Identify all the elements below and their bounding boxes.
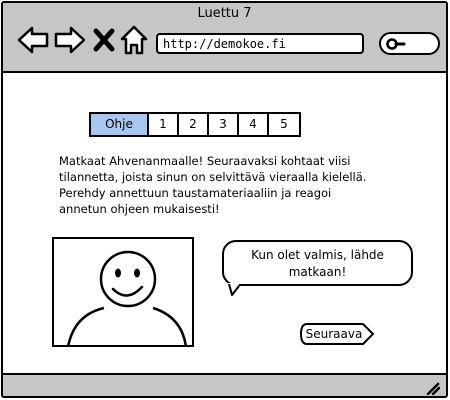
intro-line: Perehdy annettuun taustamateriaaliin ja reagoi bbox=[59, 186, 332, 200]
speech-bubble bbox=[222, 240, 413, 286]
next-button[interactable] bbox=[299, 322, 375, 346]
window-title: Luettu 7 bbox=[197, 6, 252, 21]
status-bar bbox=[3, 373, 446, 398]
smiley-person-icon bbox=[54, 239, 192, 345]
intro-line: tilannetta, joista sinun on selvittävä vieraalla kielellä. bbox=[59, 170, 367, 184]
close-icon[interactable] bbox=[93, 28, 115, 52]
intro-line: annetun ohjeen mukaisesti! bbox=[59, 202, 220, 216]
tab-5[interactable]: 5 bbox=[269, 114, 299, 135]
browser-window bbox=[1, 1, 448, 398]
tab-3[interactable]: 3 bbox=[209, 114, 239, 135]
speech-line: Kun olet valmis, lähde bbox=[251, 248, 384, 262]
page-content bbox=[3, 75, 446, 373]
tab-2[interactable]: 2 bbox=[179, 114, 209, 135]
resize-grip-icon[interactable] bbox=[426, 381, 440, 395]
back-arrow-icon[interactable] bbox=[16, 25, 50, 55]
address-bar[interactable]: http://demokoe.fi bbox=[156, 33, 364, 54]
tab-4[interactable]: 4 bbox=[239, 114, 269, 135]
home-icon[interactable] bbox=[120, 25, 148, 55]
intro-line: Matkaat Ahvenanmaalle! Seuraavaksi kohtaat viisi bbox=[59, 154, 351, 168]
step-tabs bbox=[89, 112, 301, 137]
search-field[interactable] bbox=[379, 32, 440, 55]
next-button-label: Seuraava bbox=[305, 327, 363, 341]
intro-text bbox=[59, 153, 389, 217]
browser-toolbar bbox=[3, 3, 446, 73]
character-image bbox=[52, 237, 194, 347]
speech-line: matkaan! bbox=[288, 265, 347, 279]
speech-bubble-tail bbox=[228, 283, 242, 297]
tab-ohje[interactable]: Ohje bbox=[91, 114, 149, 135]
forward-arrow-icon[interactable] bbox=[53, 25, 87, 55]
search-icon bbox=[386, 37, 406, 51]
tab-1[interactable]: 1 bbox=[149, 114, 179, 135]
